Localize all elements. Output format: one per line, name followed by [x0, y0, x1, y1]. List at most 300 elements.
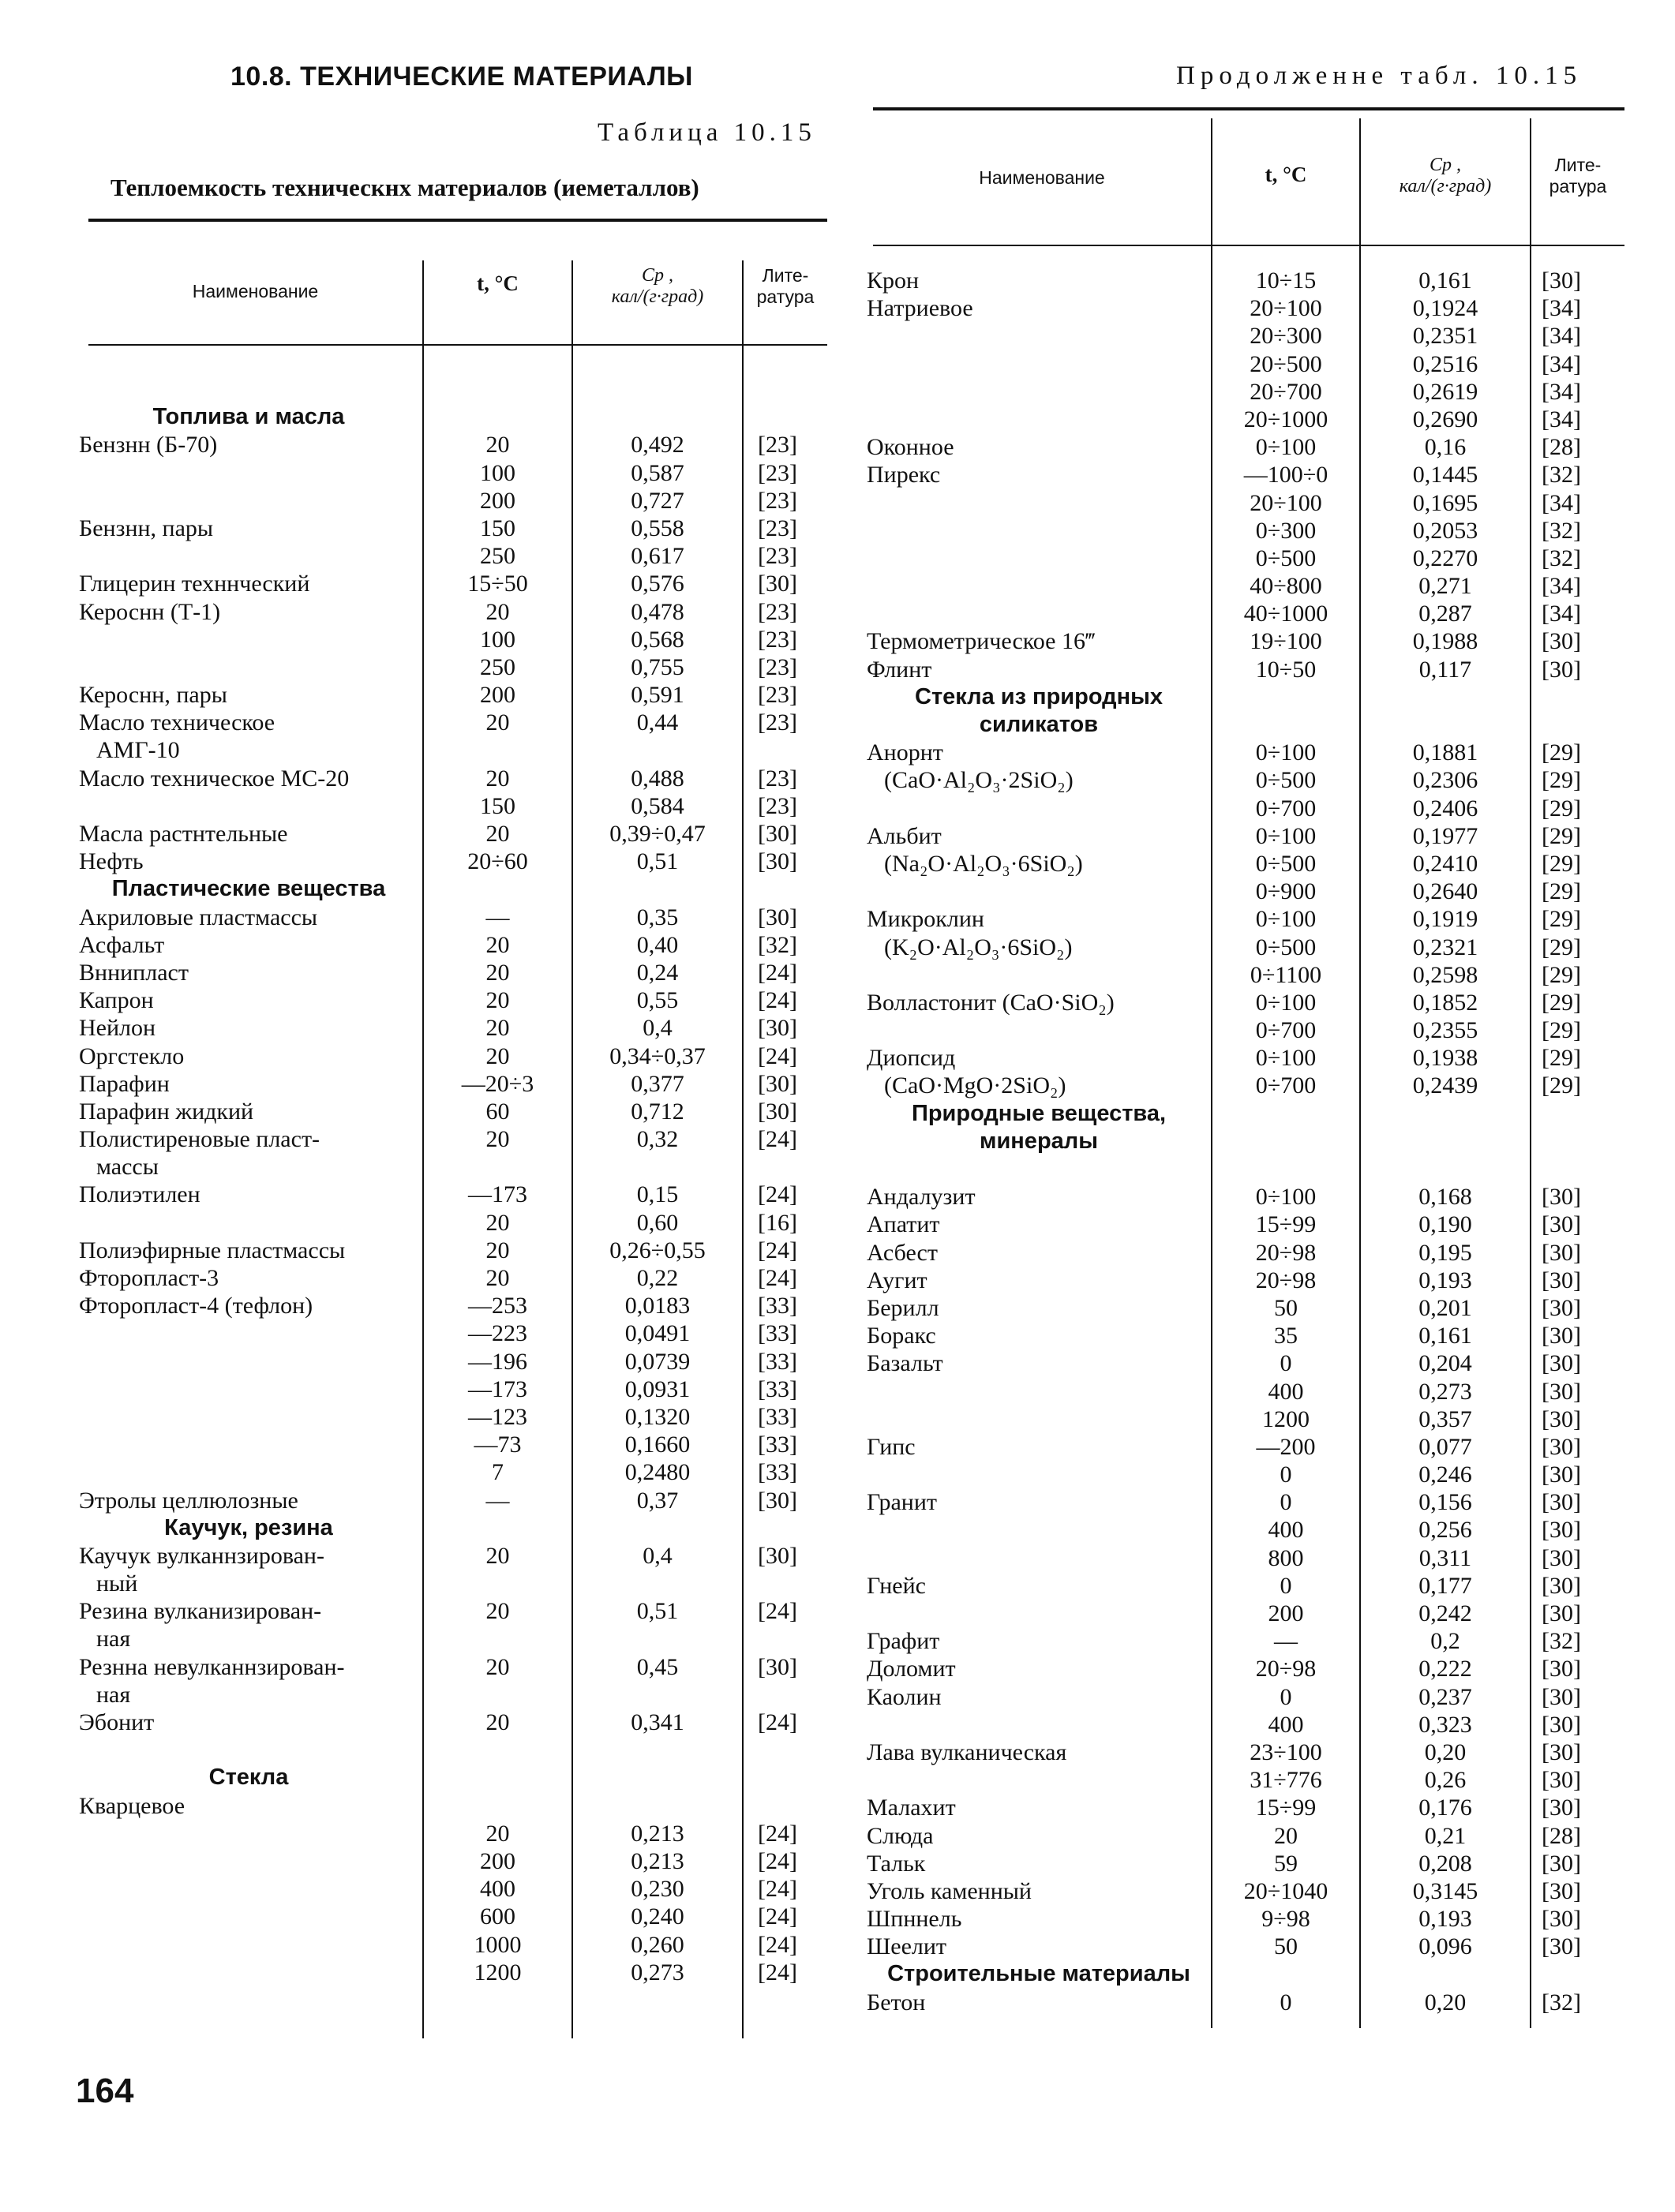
table-row: [79, 1736, 837, 1764]
reference-cell: [30]: [1542, 1600, 1581, 1626]
table-row: [867, 294, 1632, 322]
table-row: [79, 1487, 837, 1514]
heat-capacity-cell: 0,20: [1424, 1989, 1467, 2016]
left-table-body: [79, 376, 837, 1986]
table-row: [79, 487, 837, 515]
temperature-cell: —196: [468, 1348, 527, 1375]
material-name: Бензнн (Б-70): [79, 432, 218, 458]
reference-cell: [23]: [758, 515, 797, 541]
table-row: [867, 1572, 1632, 1600]
temperature-cell: 50: [1274, 1933, 1298, 1960]
table-number: Таблица 10.15: [598, 118, 816, 147]
temperature-cell: 20÷100: [1250, 489, 1322, 516]
temperature-cell: 0÷100: [1255, 906, 1317, 933]
reference-cell: [24]: [758, 1847, 797, 1874]
material-name: Шпннель: [867, 1906, 962, 1933]
reference-cell: [24]: [758, 959, 797, 986]
temperature-cell: 150: [480, 792, 515, 819]
reference-cell: [30]: [1542, 1323, 1581, 1349]
heat-capacity-cell: 0,0931: [624, 1375, 691, 1402]
material-name: Боракс: [867, 1323, 936, 1349]
heat-capacity-cell: 0,26÷0,55: [609, 1237, 706, 1263]
table-row: [867, 1766, 1632, 1794]
temperature-cell: 20: [485, 598, 510, 625]
table-row: [79, 1542, 837, 1570]
table-row: [867, 1627, 1632, 1655]
material-name: Флинт: [867, 656, 932, 683]
reference-cell: [34]: [1542, 350, 1581, 377]
table-row: [867, 406, 1632, 433]
temperature-cell: 20: [485, 1709, 510, 1735]
heat-capacity-cell: 0,242: [1418, 1600, 1472, 1626]
reference-cell: [30]: [1542, 1350, 1581, 1377]
left-col-cp-unit: кал/(г·град): [611, 286, 704, 307]
table-row: [79, 1319, 837, 1347]
left-col-t-header: t, °C: [477, 271, 519, 295]
table-row: [79, 1237, 837, 1264]
temperature-cell: —100÷0: [1243, 462, 1328, 488]
temperature-cell: 20: [485, 1237, 510, 1263]
table-row: [79, 570, 837, 597]
temperature-cell: 9÷98: [1261, 1906, 1310, 1933]
heat-capacity-cell: 0,273: [1418, 1378, 1472, 1405]
temperature-cell: 0: [1280, 1572, 1292, 1599]
table-row: [867, 433, 1632, 461]
material-name: Фторопласт-3: [79, 1265, 219, 1291]
reference-cell: [30]: [1542, 1378, 1581, 1405]
right-col-name-header: Наименование: [979, 167, 1105, 188]
temperature-cell: 20: [485, 1209, 510, 1236]
reference-cell: [24]: [758, 987, 797, 1014]
heat-capacity-cell: 0,271: [1418, 573, 1472, 600]
temperature-cell: 0÷500: [1255, 934, 1317, 960]
heat-capacity-cell: 0,16: [1424, 434, 1467, 461]
temperature-cell: 15÷99: [1255, 1795, 1317, 1821]
temperature-cell: 0÷100: [1255, 739, 1317, 766]
heat-capacity-cell: 0,51: [636, 848, 679, 875]
reference-cell: [29]: [1542, 1072, 1581, 1099]
material-name: Асфальт: [79, 931, 165, 958]
page-number: 164: [76, 2072, 134, 2110]
table-row: [79, 431, 837, 458]
table-row: [867, 1655, 1632, 1682]
temperature-cell: 400: [480, 1876, 515, 1903]
table-row: [79, 1042, 837, 1070]
left-col-cp-symbol: Cp ,: [641, 265, 673, 286]
heat-capacity-cell: 0,077: [1418, 1433, 1472, 1460]
section-heading: [867, 1128, 1632, 1155]
reference-cell: [33]: [758, 1375, 797, 1402]
left-col-lit-header: [744, 265, 827, 308]
heat-capacity-cell: 0,712: [631, 1098, 684, 1125]
table-row: [867, 1905, 1632, 1933]
material-name: (K₂O·Al₂O₃·6SiO₂): [884, 934, 1073, 960]
material-name: Оконное: [867, 434, 954, 461]
reference-cell: [30]: [1542, 1683, 1581, 1710]
table-row: [867, 961, 1632, 989]
table-row: [867, 1933, 1632, 1960]
left-table-header-rule: [88, 344, 827, 346]
reference-cell: [16]: [758, 1209, 797, 1236]
right-col-lit-line2: ратура: [1549, 176, 1607, 196]
table-row: [79, 542, 837, 570]
material-name: Графит: [867, 1628, 940, 1655]
table-row: [867, 989, 1632, 1016]
right-table-top-rule: [873, 107, 1624, 110]
temperature-cell: 0÷900: [1255, 878, 1317, 905]
reference-cell: [29]: [1542, 1017, 1581, 1044]
temperature-cell: 10÷15: [1255, 268, 1317, 294]
material-name: Парафин жидкий: [79, 1098, 254, 1125]
table-row: [79, 1458, 837, 1486]
heat-capacity-cell: 0,40: [636, 931, 679, 958]
heat-capacity-cell: 0,20: [1424, 1739, 1467, 1765]
heat-capacity-cell: 0,287: [1418, 601, 1472, 627]
temperature-cell: 60: [485, 1098, 510, 1125]
left-col-lit-line1: Лите-: [762, 265, 809, 286]
reference-cell: [23]: [758, 682, 797, 709]
material-name: ный: [96, 1570, 138, 1597]
table-row: [867, 1322, 1632, 1349]
temperature-cell: 20÷1000: [1243, 406, 1328, 432]
heat-capacity-cell: 0,44: [636, 709, 679, 736]
right-col-cp-unit: кал/(г·град): [1399, 176, 1492, 196]
temperature-cell: 150: [480, 515, 515, 541]
reference-cell: [30]: [1542, 1462, 1581, 1488]
heat-capacity-cell: 0,204: [1418, 1350, 1472, 1377]
left-col-name-header: Наименование: [192, 281, 319, 301]
reference-cell: [30]: [758, 1098, 797, 1125]
temperature-cell: 40÷800: [1250, 573, 1322, 600]
material-name: Гранит: [867, 1489, 937, 1516]
table-row: [867, 1211, 1632, 1238]
heat-capacity-cell: 0,222: [1418, 1656, 1472, 1682]
table-row: [79, 1153, 837, 1181]
reference-cell: [24]: [758, 1931, 797, 1958]
material-name: Каолин: [867, 1683, 942, 1710]
table-row: [867, 905, 1632, 933]
temperature-cell: 400: [1268, 1378, 1304, 1405]
temperature-cell: 50: [1274, 1294, 1298, 1321]
reference-cell: [23]: [758, 709, 797, 736]
reference-cell: [30]: [1542, 1906, 1581, 1933]
material-name: Волластонит (CaO·SiO₂): [867, 989, 1115, 1016]
heat-capacity-cell: 0,558: [631, 515, 684, 541]
temperature-cell: 0÷700: [1255, 1017, 1317, 1044]
heat-capacity-cell: 0,2355: [1412, 1017, 1478, 1044]
table-row: [79, 1875, 837, 1903]
table-row: [867, 1488, 1632, 1516]
table-row: [867, 350, 1632, 378]
right-table-header-rule: [873, 245, 1624, 246]
heat-capacity-cell: 0,1695: [1412, 489, 1478, 516]
heat-capacity-cell: 0,0491: [624, 1320, 691, 1347]
section-heading: [867, 711, 1632, 739]
reference-cell: [23]: [758, 432, 797, 458]
reference-cell: [34]: [1542, 295, 1581, 322]
temperature-cell: 20: [485, 1126, 510, 1153]
section-heading: [79, 1764, 837, 1791]
section-title: Стекла из природных: [915, 683, 1163, 709]
heat-capacity-cell: 0,156: [1418, 1489, 1472, 1516]
heat-capacity-cell: 0,2270: [1412, 545, 1478, 571]
table-row: [79, 1209, 837, 1237]
reference-cell: [30]: [1542, 1739, 1581, 1765]
temperature-cell: 0÷100: [1255, 1184, 1317, 1211]
reference-cell: [23]: [758, 459, 797, 486]
reference-cell: [30]: [1542, 1433, 1581, 1460]
heat-capacity-cell: 0,177: [1418, 1572, 1472, 1599]
temperature-cell: 20: [485, 987, 510, 1014]
material-name: Малахит: [867, 1795, 956, 1821]
material-name: Асбест: [867, 1239, 938, 1266]
temperature-cell: 15÷50: [467, 571, 528, 597]
reference-cell: [30]: [1542, 1267, 1581, 1293]
table-row: [867, 1683, 1632, 1711]
heat-capacity-cell: 0,2516: [1412, 350, 1478, 377]
table-row: [867, 822, 1632, 850]
reference-cell: [34]: [1542, 489, 1581, 516]
table-row: [867, 1989, 1632, 2016]
heat-capacity-cell: 0,1924: [1412, 295, 1478, 322]
reference-cell: [34]: [1542, 378, 1581, 405]
reference-cell: [29]: [1542, 906, 1581, 933]
heat-capacity-cell: 0,2: [1430, 1628, 1460, 1655]
material-name: Доломит: [867, 1656, 956, 1682]
table-row: [79, 709, 837, 736]
temperature-cell: 20: [485, 432, 510, 458]
material-name: (CaO·Al₂O₃·2SiO₂): [884, 767, 1074, 794]
temperature-cell: 200: [1268, 1600, 1304, 1626]
table-row: [79, 459, 837, 487]
temperature-cell: 35: [1274, 1323, 1298, 1349]
heat-capacity-cell: 0,32: [636, 1126, 679, 1153]
reference-cell: [29]: [1542, 934, 1581, 960]
table-row: [867, 878, 1632, 905]
table-row: [867, 766, 1632, 794]
reference-cell: [24]: [758, 1237, 797, 1263]
heat-capacity-cell: 0,213: [631, 1820, 684, 1847]
section-title: 10.8. ТЕХНИЧЕСКИЕ МАТЕРИАЛЫ: [230, 62, 693, 92]
reference-cell: [23]: [758, 543, 797, 570]
heat-capacity-cell: 0,377: [631, 1070, 684, 1097]
heat-capacity-cell: 0,311: [1418, 1544, 1472, 1571]
temperature-cell: —173: [468, 1181, 527, 1208]
temperature-cell: 20: [1274, 1822, 1298, 1849]
table-row: [79, 1014, 837, 1042]
table-row: [79, 931, 837, 959]
material-name: Парафин: [79, 1070, 170, 1097]
section-title: минералы: [980, 1128, 1098, 1154]
reference-cell: [28]: [1542, 1822, 1581, 1849]
material-name: Апатит: [867, 1211, 940, 1238]
temperature-cell: 400: [1268, 1711, 1304, 1738]
temperature-cell: 0÷100: [1255, 989, 1317, 1016]
reference-cell: [30]: [1542, 1933, 1581, 1960]
heat-capacity-cell: 0,0183: [624, 1293, 691, 1319]
heat-capacity-cell: 0,37: [636, 1487, 679, 1514]
material-name: Нефть: [79, 848, 144, 875]
temperature-cell: 0÷500: [1255, 767, 1317, 794]
table-row: [79, 1125, 837, 1153]
temperature-cell: 20÷1040: [1243, 1877, 1328, 1904]
material-name: Кварцевое: [79, 1792, 185, 1819]
section-title: Строительные материалы: [887, 1961, 1190, 1987]
heat-capacity-cell: 0,584: [631, 792, 684, 819]
reference-cell: [30]: [758, 1487, 797, 1514]
material-name: Андалузит: [867, 1184, 976, 1211]
reference-cell: [33]: [758, 1459, 797, 1486]
table-row: [867, 1183, 1632, 1211]
reference-cell: [30]: [758, 571, 797, 597]
table-row: [79, 1375, 837, 1403]
heat-capacity-cell: 0,1938: [1412, 1045, 1478, 1072]
material-name: Полиэтилен: [79, 1181, 200, 1208]
heat-capacity-cell: 0,193: [1418, 1906, 1472, 1933]
temperature-cell: 20: [485, 1265, 510, 1291]
reference-cell: [23]: [758, 598, 797, 625]
heat-capacity-cell: 0,176: [1418, 1795, 1472, 1821]
temperature-cell: 1200: [1262, 1405, 1310, 1432]
temperature-cell: 200: [480, 1847, 515, 1874]
reference-cell: [32]: [1542, 545, 1581, 571]
table-row: [79, 515, 837, 542]
temperature-cell: —: [485, 904, 510, 930]
material-name: Полиэфирные пластмассы: [79, 1237, 346, 1263]
section-title: Топлива и масла: [152, 404, 345, 430]
heat-capacity-cell: 0,161: [1418, 1323, 1472, 1349]
reference-cell: [33]: [758, 1403, 797, 1430]
reference-cell: [30]: [1542, 1711, 1581, 1738]
temperature-cell: 31÷776: [1250, 1767, 1322, 1794]
temperature-cell: 200: [480, 682, 515, 709]
material-name: Микроклин: [867, 906, 984, 933]
table-row: [867, 1016, 1632, 1044]
heat-capacity-cell: 0,237: [1418, 1683, 1472, 1710]
reference-cell: [24]: [758, 1903, 797, 1930]
temperature-cell: 0÷100: [1255, 822, 1317, 849]
heat-capacity-cell: 0,1919: [1412, 906, 1478, 933]
temperature-cell: 20÷98: [1255, 1267, 1317, 1293]
reference-cell: [33]: [758, 1348, 797, 1375]
material-name: Аугит: [867, 1267, 927, 1293]
table-row: [79, 1292, 837, 1319]
heat-capacity-cell: 0,246: [1418, 1462, 1472, 1488]
material-name: Гнейс: [867, 1572, 926, 1599]
table-row: [79, 1625, 837, 1652]
temperature-cell: —: [1274, 1628, 1298, 1655]
table-row: [867, 1155, 1632, 1183]
section-heading: [867, 683, 1632, 711]
reference-cell: [30]: [1542, 1489, 1581, 1516]
table-row: [79, 736, 837, 764]
section-title: Пластические вещества: [111, 876, 386, 902]
material-name: Вннипласт: [79, 959, 189, 986]
table-row: [867, 850, 1632, 878]
reference-cell: [30]: [1542, 268, 1581, 294]
table-row: [79, 1181, 837, 1208]
reference-cell: [23]: [758, 487, 797, 514]
material-name: Уголь каменный: [867, 1877, 1032, 1904]
reference-cell: [32]: [758, 931, 797, 958]
table-row: [79, 1264, 837, 1292]
material-name: Шеелит: [867, 1933, 947, 1960]
reference-cell: [29]: [1542, 739, 1581, 766]
temperature-cell: 20: [485, 959, 510, 986]
reference-cell: [30]: [1542, 628, 1581, 655]
table-row: [79, 1348, 837, 1375]
heat-capacity-cell: 0,51: [636, 1598, 679, 1625]
reference-cell: [30]: [1542, 1211, 1581, 1238]
table-row: [867, 1794, 1632, 1821]
material-name: Гипс: [867, 1433, 916, 1460]
reference-cell: [24]: [758, 1598, 797, 1625]
material-name: Капрон: [79, 987, 154, 1014]
table-row: [867, 517, 1632, 545]
section-title: силикатов: [979, 712, 1099, 737]
material-name: Пирекс: [867, 462, 941, 488]
temperature-cell: 0÷300: [1255, 517, 1317, 544]
heat-capacity-cell: 0,161: [1418, 268, 1472, 294]
reference-cell: [32]: [1542, 1989, 1581, 2016]
heat-capacity-cell: 0,727: [631, 487, 684, 514]
table-row: [867, 795, 1632, 822]
heat-capacity-cell: 0,45: [636, 1653, 679, 1680]
table-row: [79, 959, 837, 986]
section-heading: [867, 1100, 1632, 1128]
table-row: [79, 681, 837, 709]
material-name: Натриевое: [867, 295, 973, 322]
table-row: [867, 1600, 1632, 1627]
material-name: Масло техническое МС-20: [79, 765, 350, 792]
heat-capacity-cell: 0,1445: [1412, 462, 1478, 488]
heat-capacity-cell: 0,201: [1418, 1294, 1472, 1321]
heat-capacity-cell: 0,0739: [624, 1348, 691, 1375]
heat-capacity-cell: 0,2640: [1412, 878, 1478, 905]
table-row: [79, 1681, 837, 1709]
heat-capacity-cell: 0,208: [1418, 1850, 1472, 1877]
heat-capacity-cell: 0,096: [1418, 1933, 1472, 1960]
reference-cell: [32]: [1542, 462, 1581, 488]
table-row: [79, 765, 837, 792]
heat-capacity-cell: 0,213: [631, 1847, 684, 1874]
material-name: Базальт: [867, 1350, 943, 1377]
heat-capacity-cell: 0,341: [631, 1709, 684, 1735]
material-name: Кероснн (Т-1): [79, 598, 221, 625]
table-row: [79, 1820, 837, 1847]
table-row: [867, 267, 1632, 294]
temperature-cell: 20: [485, 1042, 510, 1069]
material-name: Кероснн, пары: [79, 682, 227, 709]
material-name: Крон: [867, 268, 920, 294]
table-row: [867, 489, 1632, 517]
table-row: [867, 1516, 1632, 1544]
reference-cell: [29]: [1542, 822, 1581, 849]
material-name: Глицерин техннческий: [79, 571, 310, 597]
heat-capacity-cell: 0,587: [631, 459, 684, 486]
temperature-cell: 200: [480, 487, 515, 514]
material-name: Анорнт: [867, 739, 943, 766]
temperature-cell: 20: [485, 1542, 510, 1569]
reference-cell: [30]: [758, 1542, 797, 1569]
reference-cell: [30]: [1542, 1795, 1581, 1821]
reference-cell: [24]: [758, 1181, 797, 1208]
heat-capacity-cell: 0,2406: [1412, 795, 1478, 822]
reference-cell: [30]: [1542, 1239, 1581, 1266]
temperature-cell: 20: [485, 765, 510, 792]
section-heading: [867, 1960, 1632, 1988]
heat-capacity-cell: 0,1852: [1412, 989, 1478, 1016]
